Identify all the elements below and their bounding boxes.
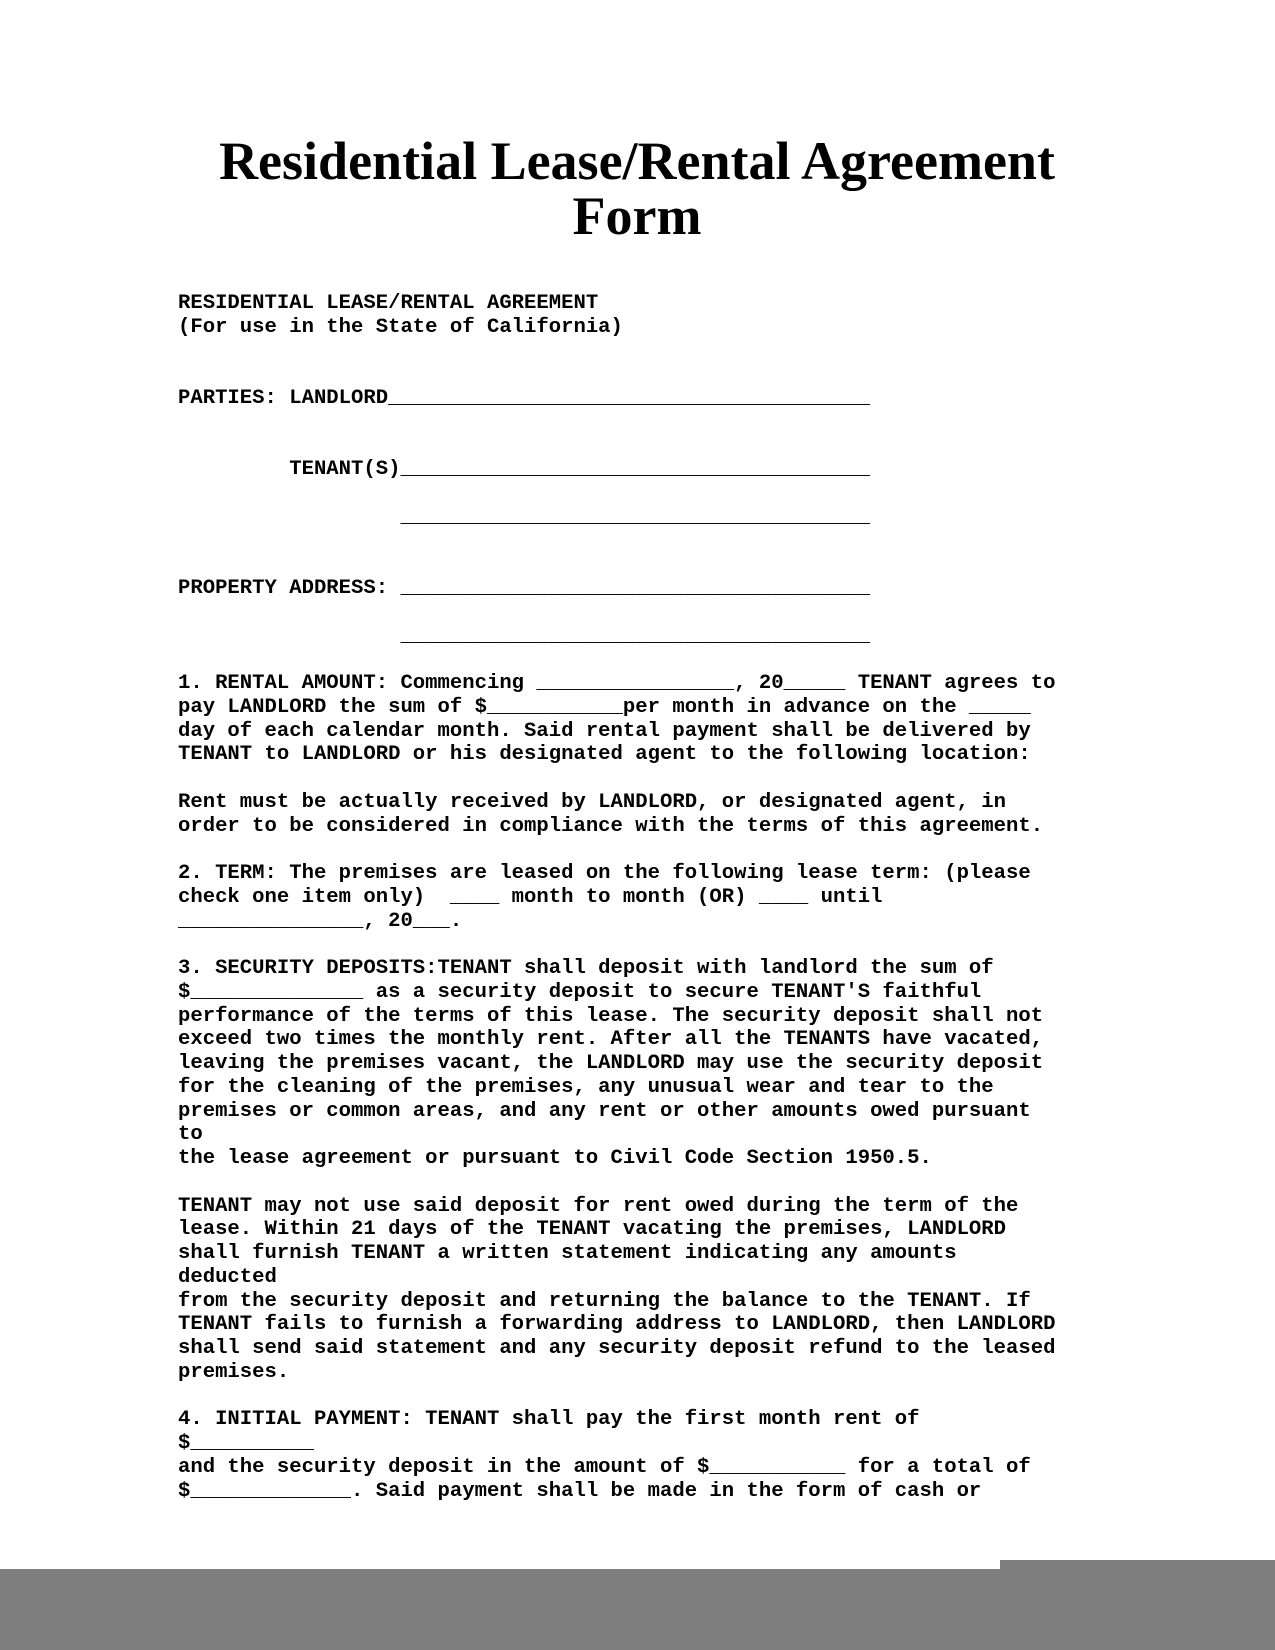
document-line: $______________ as a security deposit to secure TENANT'S faithful: [178, 980, 982, 1004]
document-line: TENANT(S)______________________________________: [178, 458, 871, 482]
document-line: order to be considered in compliance with the terms of this agreement.: [178, 814, 1044, 838]
document-line: ______________________________________: [178, 505, 871, 529]
document-line: day of each calendar month. Said rental payment shall be delivered by: [178, 719, 1031, 743]
document-line: to: [178, 1123, 203, 1147]
document-line: premises or common areas, and any rent or other amounts owed pursuant: [178, 1099, 1031, 1123]
document-line: 1. RENTAL AMOUNT: Commencing ________________, 20_____ TENANT agrees to: [178, 672, 1056, 695]
document-line: [178, 340, 1188, 364]
document-line: leaving the premises vacant, the LANDLORD may use the security deposit: [178, 1052, 1044, 1075]
document-line: [178, 933, 1188, 957]
document-line: premises.: [178, 1360, 290, 1384]
document-line: [178, 1171, 1188, 1195]
document-line: [178, 435, 1188, 459]
document-line: [178, 363, 1188, 387]
document-line: pay LANDLORD the sum of $___________per month in advance on the _____: [178, 695, 1031, 719]
document-line: 2. TERM: The premises are leased on the following lease term: (please: [178, 862, 1031, 885]
document-line: the lease agreement or pursuant to Civil Code Section 1950.5.: [178, 1147, 932, 1170]
document-line: $_____________. Said payment shall be made in the form of cash or: [178, 1479, 982, 1503]
document-line: [178, 601, 1188, 625]
document-line: TENANT may not use said deposit for rent owed during the term of the: [178, 1194, 1019, 1218]
document-line: TENANT to LANDLORD or his designated agent to the following location:: [178, 743, 1031, 767]
document-line: $__________: [178, 1432, 314, 1455]
document-line: [178, 648, 1188, 672]
document-line: 3. SECURITY DEPOSITS:TENANT shall deposit with landlord the sum of: [178, 957, 994, 980]
document-line: TENANT fails to furnish a forwarding address to LANDLORD, then LANDLORD: [178, 1313, 1056, 1337]
document-line: PARTIES: LANDLORD_______________________________________: [178, 387, 871, 410]
document-line: RESIDENTIAL LEASE/RENTAL AGREEMENT: [178, 292, 599, 315]
document-line: _______________, 20___.: [178, 909, 463, 933]
document-line: (For use in the State of California): [178, 315, 623, 339]
document-line: for the cleaning of the premises, any unusual wear and tear to the: [178, 1075, 994, 1099]
footer-gray-band: [0, 1569, 1275, 1650]
document-line: [178, 1385, 1188, 1409]
document-line: exceed two times the monthly rent. After all the TENANTS have vacated,: [178, 1028, 1044, 1052]
document-line: [178, 838, 1188, 862]
document-line: PROPERTY ADDRESS: ______________________________________: [178, 577, 871, 600]
document-title: Residential Lease/Rental Agreement Form: [219, 131, 1055, 246]
document-line: deducted: [178, 1265, 277, 1289]
document-line: performance of the terms of this lease. The security deposit shall not: [178, 1004, 1044, 1028]
document-line: ______________________________________: [178, 624, 871, 648]
document-line: shall send said statement and any security deposit refund to the leased: [178, 1337, 1056, 1360]
document-line: shall furnish TENANT a written statement indicating any amounts: [178, 1242, 957, 1265]
document-body: [178, 292, 1188, 1503]
document-line: check one item only) ____ month to month (OR) ____ until: [178, 885, 883, 909]
document-line: 4. INITIAL PAYMENT: TENANT shall pay the first month rent of: [178, 1408, 920, 1432]
document-line: [178, 553, 1188, 577]
document-line: [178, 411, 1188, 435]
document-line: Rent must be actually received by LANDLORD, or designated agent, in: [178, 790, 1007, 814]
document-line: from the security deposit and returning the balance to the TENANT. If: [178, 1289, 1031, 1313]
document-line: [178, 767, 1188, 791]
document-line: and the security deposit in the amount of $___________ for a total of: [178, 1455, 1031, 1479]
document-line: lease. Within 21 days of the TENANT vacating the premises, LANDLORD: [178, 1218, 1007, 1242]
document-line: [178, 482, 1188, 506]
document-line: [178, 530, 1188, 554]
